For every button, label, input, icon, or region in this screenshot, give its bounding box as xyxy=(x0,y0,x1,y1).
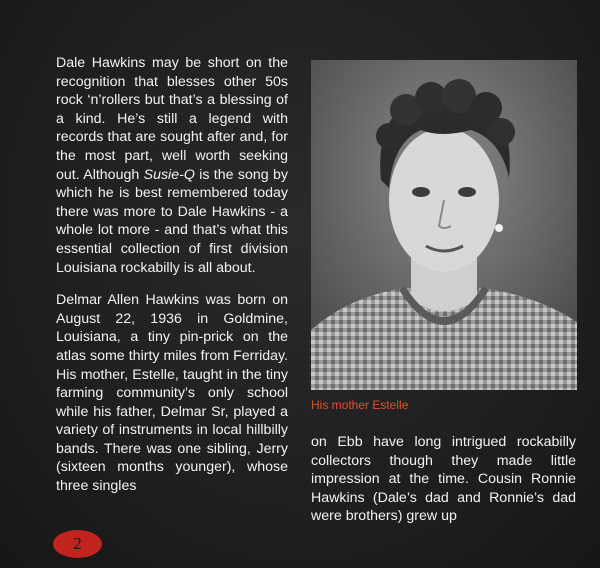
page-number-badge: 2 xyxy=(53,530,102,558)
paragraph-birth: Delmar Allen Hawkins was born on August 22, 1936 in Goldmine, Louisiana, a tiny pin-prick on the atlas some thirty miles from Ferriday. His mother, Estelle, taught in the tiny farming community’s only school while his father, Delmar Sr, played a variety of instruments in local hillbilly bands. There was one sibling, Jerry (sixteen months younger), whose three singles xyxy=(56,292,288,495)
left-text-column xyxy=(56,54,288,510)
paragraph-intro xyxy=(56,54,288,277)
intro-text-start: Dale Hawkins may be short on the recognition that blesses other 50s rock ‘n’rollers but that’s a blessing of a kind. He’s still a legend with records that are sought after and, for the most part, well worth seeking out. Although xyxy=(56,55,288,183)
photo-caption: His mother Estelle xyxy=(311,398,409,412)
right-text-column xyxy=(311,433,576,526)
song-title: Susie-Q xyxy=(143,166,195,183)
portrait-photo xyxy=(311,60,577,390)
intro-text-end: is the song by which he is best remembered today there was more to Dale Hawkins - a whole lot more - and that’s what this essential collection of first division Louisiana rockabilly is all about. xyxy=(56,166,288,276)
paragraph-continued: on Ebb have long intrigued rockabilly collectors though they made little impression at the time. Cousin Ronnie Hawkins (Dale’s dad and Ronnie’s dad were brothers) grew up xyxy=(311,434,576,525)
